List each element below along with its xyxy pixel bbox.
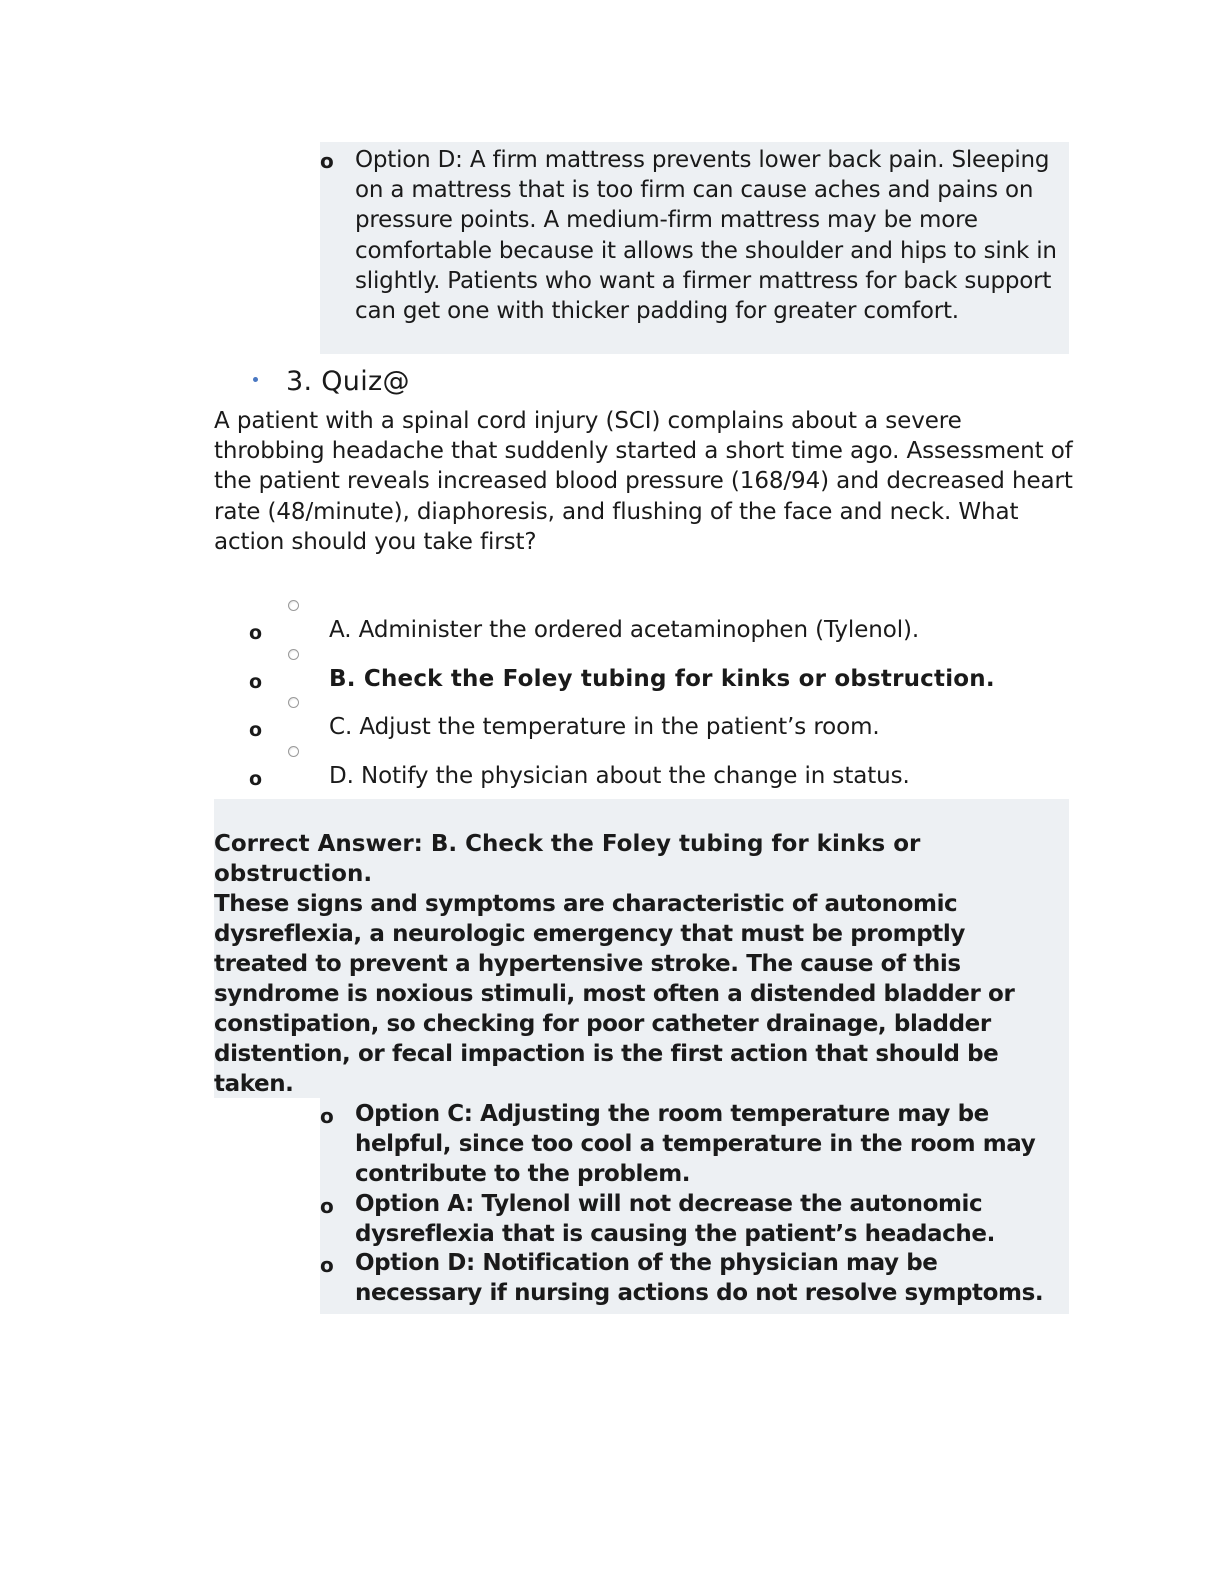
choice-d-text: D. Notify the physician about the change in status. bbox=[329, 763, 910, 789]
question-stem: A patient with a spinal cord injury (SCI) complains about a severe throbbing headache that suddenly started a short time ago. Assessment of the patient reveals increased blood pressure (168/94) and decreased heart rate (48/minute), diaphoresis, and flushing of the face and neck. What action should you take first? bbox=[214, 408, 1073, 555]
option-rationale-list bbox=[320, 1098, 1069, 1314]
rationale-label: Option C: bbox=[355, 1101, 473, 1127]
radio-button-icon[interactable] bbox=[288, 746, 299, 757]
choice-a[interactable] bbox=[248, 600, 1088, 648]
radio-button-icon[interactable] bbox=[288, 649, 299, 660]
bullet-dot-icon bbox=[253, 377, 258, 382]
choice-d[interactable] bbox=[248, 746, 1088, 794]
rationale-label: Option D: bbox=[355, 1250, 475, 1276]
question-title: 3. Quiz@ bbox=[286, 366, 410, 397]
list-bullet: o bbox=[320, 1253, 334, 1277]
list-bullet: o bbox=[249, 768, 263, 790]
radio-button-icon[interactable] bbox=[288, 697, 299, 708]
rationale-body: Adjusting the room temperature may be helpful, since too cool a temperature in the room may contribute to the problem. bbox=[355, 1101, 1036, 1187]
option-body: A firm mattress prevents lower back pain. Sleeping on a mattress that is too firm can cause aches and pains on pressure points. A medium-firm mattress may be more comfortable because it allows the shoulder and hips to sink in slightly. Patients who want a firmer mattress for back support can get one with thicker padding for greater comfort. bbox=[355, 147, 1057, 325]
rationale-text bbox=[355, 1099, 1067, 1189]
correct-answer-title: Correct Answer: B. Check the Foley tubing for kinks or obstruction. bbox=[214, 831, 921, 887]
choice-b-text: B. Check the Foley tubing for kinks or obstruction. bbox=[329, 666, 995, 692]
radio-button-icon[interactable] bbox=[288, 600, 299, 611]
list-bullet: o bbox=[249, 671, 263, 693]
rationale-text bbox=[355, 1248, 1067, 1308]
rationale-text bbox=[355, 1189, 1067, 1249]
choice-b[interactable] bbox=[248, 649, 1088, 697]
correct-answer-explanation: These signs and symptoms are characteristic of autonomic dysreflexia, a neurologic emergency that must be promptly treated to prevent a hypertensive stroke. The cause of this syndrome is noxious stimuli, most often a distended bladder or constipation, so checking for poor catheter drainage, bladder distention, or fecal impaction is the first action that should be taken. bbox=[214, 891, 1015, 1097]
rationale-body: Tylenol will not decrease the autonomic dysreflexia that is causing the patient’s headache. bbox=[355, 1191, 995, 1247]
rationale-label: Option A: bbox=[355, 1191, 474, 1217]
list-bullet: o bbox=[249, 622, 263, 644]
rationale-body: Notification of the physician may be necessary if nursing actions do not resolve symptoms. bbox=[355, 1250, 1044, 1306]
list-bullet: o bbox=[320, 1104, 334, 1128]
list-bullet: o bbox=[249, 719, 263, 741]
choice-c[interactable] bbox=[248, 697, 1088, 745]
previous-option-d-explanation bbox=[320, 142, 1069, 354]
option-explanation-text bbox=[355, 145, 1060, 326]
correct-answer-block bbox=[214, 799, 1069, 1098]
choice-c-text: C. Adjust the temperature in the patient’s room. bbox=[329, 714, 880, 740]
list-bullet: o bbox=[320, 1194, 334, 1218]
choice-a-text: A. Administer the ordered acetaminophen (Tylenol). bbox=[329, 617, 920, 643]
option-label: Option D: bbox=[355, 147, 463, 173]
list-bullet: o bbox=[320, 149, 334, 173]
